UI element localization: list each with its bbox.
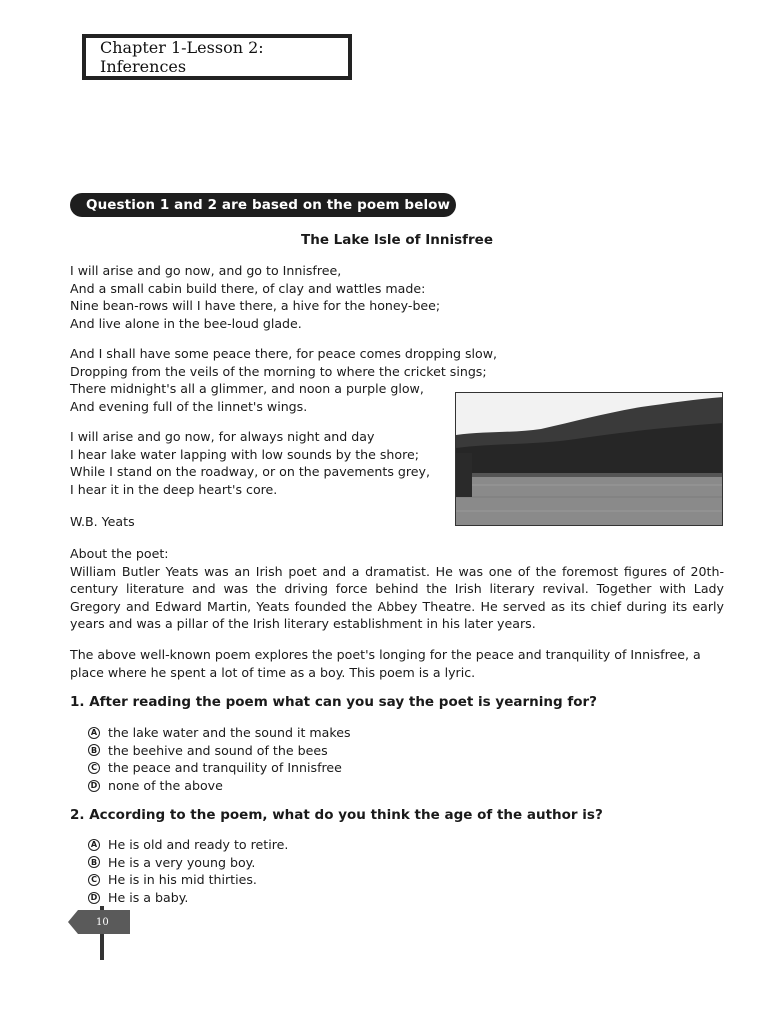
option-letter: A — [88, 839, 100, 851]
poem-line: While I stand on the roadway, or on the pavements grey, — [70, 464, 431, 480]
about-heading: About the poet: — [70, 546, 169, 561]
question-2-options — [88, 836, 288, 906]
poem-stanza-1 — [70, 262, 440, 332]
page-signpost-icon — [68, 906, 132, 960]
option-letter: A — [88, 727, 100, 739]
poem-description: The above well-known poem explores the poet's longing for the peace and tranquility of Innisfree, a place where he spent a lot of time as a boy. This poem is a lyric. — [70, 647, 701, 680]
poem-stanza-3 — [70, 428, 430, 498]
option-letter: C — [88, 762, 100, 774]
option-letter: B — [88, 744, 100, 756]
option-d[interactable] — [88, 889, 288, 907]
poem-line: I will arise and go now, and go to Innisfree, — [70, 263, 342, 278]
option-c[interactable] — [88, 871, 288, 889]
option-text: He is in his mid thirties. — [108, 872, 257, 888]
poem-line: I hear it in the deep heart's core. — [70, 481, 278, 497]
about-poet — [70, 545, 724, 633]
option-a[interactable] — [88, 836, 288, 854]
poem-stanza-2 — [70, 345, 497, 415]
option-text: He is a very young boy. — [108, 854, 256, 870]
lake-photo — [455, 392, 723, 526]
option-c[interactable] — [88, 759, 351, 777]
poem-line: And evening full of the linnet's wings. — [70, 398, 308, 414]
poem-line: And live alone in the bee-loud glade. — [70, 315, 302, 331]
option-text: the lake water and the sound it makes — [108, 725, 351, 740]
instruction-text: Question 1 and 2 are based on the poem below — [86, 197, 451, 213]
question-2: 2. According to the poem, what do you think the age of the author is? — [70, 807, 603, 823]
option-b[interactable] — [88, 854, 288, 872]
option-letter: B — [88, 856, 100, 868]
option-letter: D — [88, 892, 100, 904]
option-letter: D — [88, 780, 100, 792]
instruction-banner — [70, 193, 456, 217]
page-number: 10 — [96, 917, 109, 928]
poem-line: Dropping from the veils of the morning to where the cricket sings; — [70, 363, 487, 379]
chapter-title-box — [82, 34, 352, 80]
option-text: the peace and tranquility of Innisfree — [108, 760, 342, 776]
poem-author: W.B. Yeats — [70, 514, 135, 529]
option-text: He is a baby. — [108, 889, 189, 905]
poem-line: And I shall have some peace there, for peace comes dropping slow, — [70, 346, 498, 361]
option-letter: C — [88, 874, 100, 886]
poem-line: And a small cabin build there, of clay and wattles made: — [70, 280, 426, 296]
poem-line: There midnight's all a glimmer, and noon a purple glow, — [70, 381, 424, 397]
poem-title: The Lake Isle of Innisfree — [301, 232, 493, 248]
question-1: 1. After reading the poem what can you say the poet is yearning for? — [70, 694, 597, 710]
option-a[interactable] — [88, 724, 351, 742]
poem-line: I will arise and go now, for always night and day — [70, 429, 375, 444]
question-1-options — [88, 724, 351, 794]
chapter-title: Chapter 1-Lesson 2: Inferences — [100, 38, 264, 76]
option-b[interactable] — [88, 742, 351, 760]
about-text: William Butler Yeats was an Irish poet and a dramatist. He was one of the foremost figures of 20th-century literature and was the driving force behind the Irish literary revival. Together with Lady Gregory and Edward Martin, Yeats founded the Abbey Theatre. He served as its chief during its early years and was a pillar of the Irish literary establishment in his later years. — [70, 563, 724, 632]
poem-line: Nine bean-rows will I have there, a hive for the honey-bee; — [70, 298, 441, 314]
option-text: He is old and ready to retire. — [108, 837, 289, 852]
poem-line: I hear lake water lapping with low sounds by the shore; — [70, 446, 420, 462]
option-text: the beehive and sound of the bees — [108, 742, 328, 758]
option-text: none of the above — [108, 777, 223, 793]
option-d[interactable] — [88, 777, 351, 795]
